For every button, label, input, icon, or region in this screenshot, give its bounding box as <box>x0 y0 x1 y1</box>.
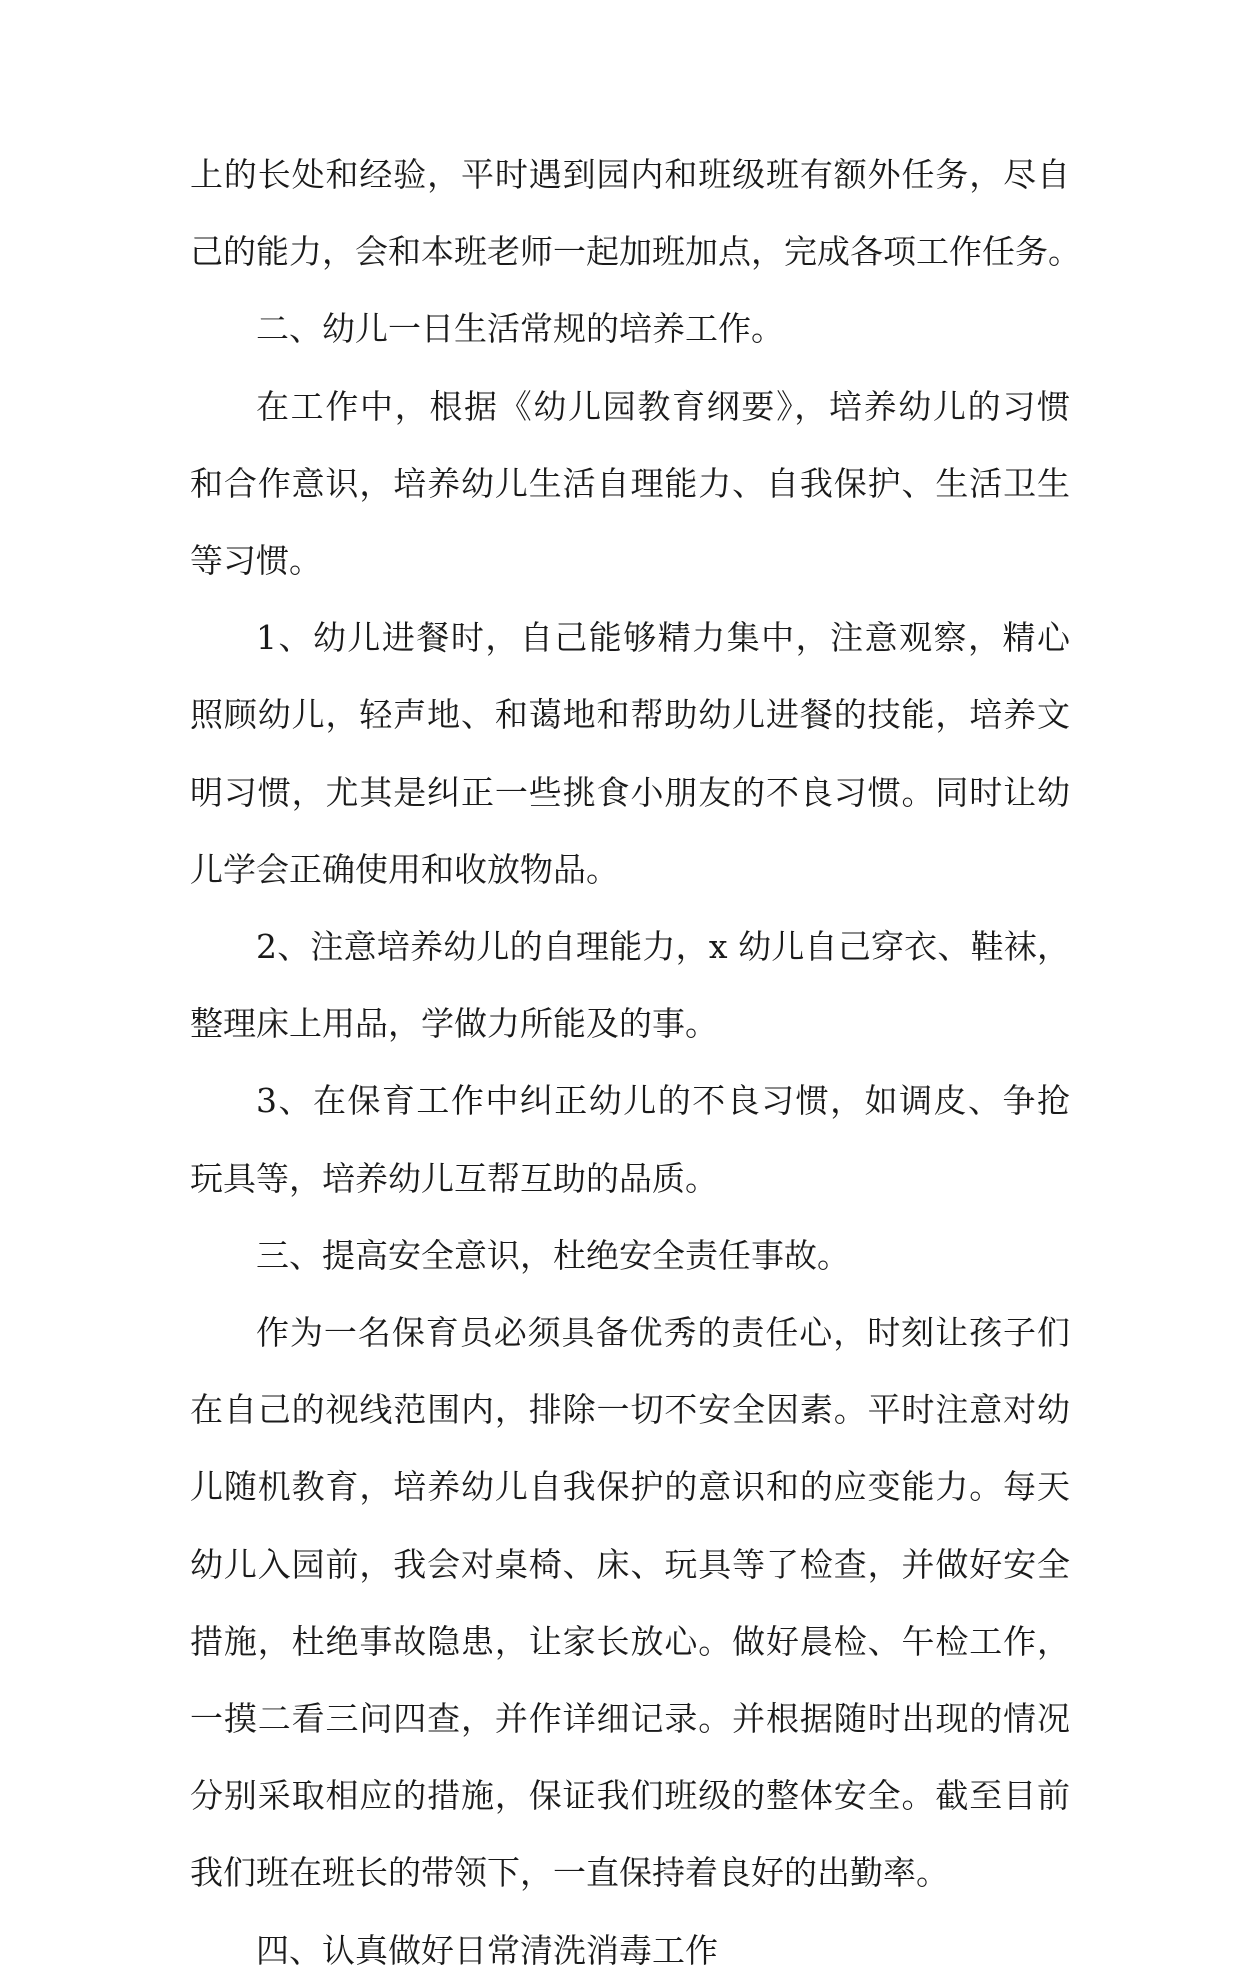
paragraph-line: 明习惯，尤其是纠正一些挑食小朋友的不良习惯。同时让幼 <box>190 772 1070 812</box>
paragraph-line: 在自己的视线范围内，排除一切不安全因素。平时注意对幼 <box>190 1390 1070 1430</box>
paragraph-first-line: 3、在保育工作中纠正幼儿的不良习惯，如调皮、争抢 <box>256 1081 1070 1121</box>
paragraph-line: 上的长处和经验，平时遇到园内和班级班有额外任务，尽自 <box>190 155 1070 194</box>
paragraph-first-line: 二、幼儿一日生活常规的培养工作。 <box>256 309 784 349</box>
paragraph-line: 照顾幼儿，轻声地、和蔼地和帮助幼儿进餐的技能，培养文 <box>190 695 1070 735</box>
paragraph-line: 一摸二看三问四查，并作详细记录。并根据随时出现的情况 <box>190 1699 1070 1738</box>
paragraph-line: 整理床上用品，学做力所能及的事。 <box>190 1004 718 1044</box>
paragraph-first-line: 三、提高安全意识，杜绝安全责任事故。 <box>256 1235 850 1275</box>
paragraph-first-line: 1、幼儿进餐时，自己能够精力集中，注意观察，精心 <box>256 618 1070 658</box>
paragraph-first-line: 四、认真做好日常清洗消毒工作 <box>256 1930 718 1970</box>
paragraph-line: 玩具等，培养幼儿互帮互助的品质。 <box>190 1158 718 1198</box>
paragraph-line: 分别采取相应的措施，保证我们班级的整体安全。截至目前 <box>190 1776 1070 1816</box>
paragraph-first-line: 在工作中，根据《幼儿园教育纲要》，培养幼儿的习惯 <box>256 386 1070 426</box>
paragraph-line: 己的能力，会和本班老师一起加班加点，完成各项工作任务。 <box>190 232 1081 272</box>
paragraph-line: 和合作意识，培养幼儿生活自理能力、自我保护、生活卫生 <box>190 463 1070 503</box>
paragraph-line: 幼儿入园前，我会对桌椅、床、玩具等了检查，并做好安全 <box>190 1544 1070 1584</box>
paragraph-first-line: 2、注意培养幼儿的自理能力，x 幼儿自己穿衣、鞋袜， <box>256 927 1070 966</box>
paragraph-line: 我们班在班长的带领下，一直保持着良好的出勤率。 <box>190 1853 949 1893</box>
paragraph-line: 等习惯。 <box>190 541 322 580</box>
paragraph-line: 儿学会正确使用和收放物品。 <box>190 849 619 889</box>
paragraph-line: 儿随机教育，培养幼儿自我保护的意识和的应变能力。每天 <box>190 1467 1070 1507</box>
paragraph-first-line: 作为一名保育员必须具备优秀的责任心，时刻让孩子们 <box>256 1313 1070 1352</box>
paragraph-line: 措施，杜绝事故隐患，让家长放心。做好晨检、午检工作， <box>190 1621 1070 1661</box>
